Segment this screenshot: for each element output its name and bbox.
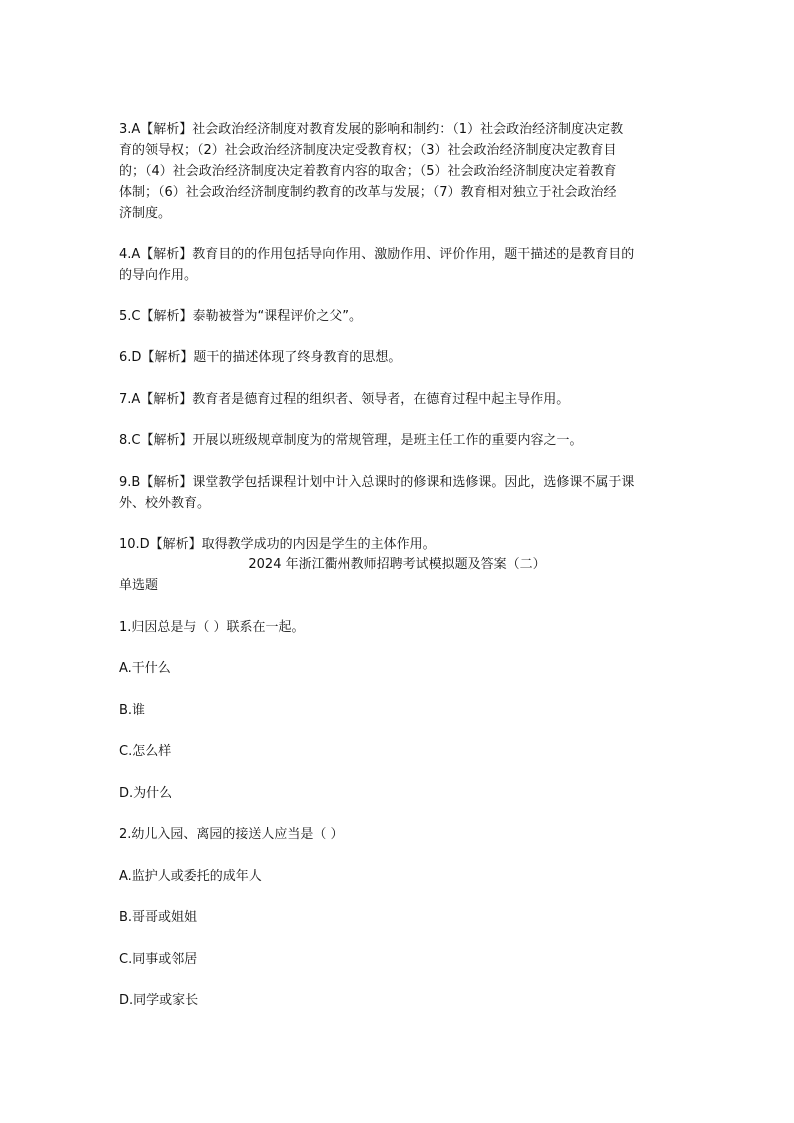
- answer-8: [119, 430, 675, 451]
- question-1-option-d: [119, 783, 675, 804]
- answer-5: [119, 306, 675, 327]
- text-line: 6.D【解析】题干的描述体现了终身教育的思想。: [119, 350, 402, 365]
- text-line: 4.A【解析】教育目的的作用包括导向作用、激励作用、评价作用，题干描述的是教育目的: [119, 247, 635, 262]
- text-line: 5.C【解析】泰勒被誉为“课程评价之父”。: [119, 309, 362, 324]
- answer-9: [119, 472, 675, 514]
- answer-7: [119, 389, 675, 410]
- text-line: 济制度。: [119, 206, 172, 221]
- text-line: 单选题: [119, 578, 159, 593]
- answer-6: [119, 347, 675, 368]
- text-line: D.为什么: [119, 786, 173, 801]
- question-2-option-a: [119, 866, 675, 887]
- text-line: C.怎么样: [119, 744, 172, 759]
- section-title: 2024 年浙江衢州教师招聘考试模拟题及答案（二）: [248, 557, 546, 572]
- text-line: 1.归因总是与（ ）联系在一起。: [119, 620, 305, 635]
- text-line: A.监护人或委托的成年人: [119, 869, 262, 884]
- text-line: 3.A【解析】社会政治经济制度对教育发展的影响和制约：（1）社会政治经济制度决定教: [119, 122, 624, 137]
- answer-10: [119, 534, 675, 555]
- text-line: 9.B【解析】课堂教学包括课程计划中计入总课时的修课和选修课。因此，选修课不属于课: [119, 475, 635, 490]
- text-line: B.谁: [119, 703, 146, 718]
- question-1-option-c: [119, 741, 675, 762]
- text-line: 2.幼儿入园、离园的接送人应当是（ ）: [119, 827, 344, 842]
- text-line: 10.D【解析】取得教学成功的内因是学生的主体作用。: [119, 537, 436, 552]
- text-line: C.同事或邻居: [119, 952, 198, 967]
- question-2-stem: [119, 824, 675, 845]
- question-1-option-a: [119, 658, 675, 679]
- text-line: D.同学或家长: [119, 993, 199, 1008]
- answer-3: [119, 119, 675, 224]
- text-line: 的导向作用。: [119, 268, 198, 283]
- text-line: 7.A【解析】教育者是德育过程的组织者、领导者，在德育过程中起主导作用。: [119, 392, 570, 407]
- question-2-option-d: [119, 990, 675, 1011]
- question-2-option-c: [119, 949, 675, 970]
- text-line: 8.C【解析】开展以班级规章制度为的常规管理，是班主任工作的重要内容之一。: [119, 433, 583, 448]
- text-line: 外、校外教育。: [119, 496, 211, 511]
- text-line: A.干什么: [119, 661, 171, 676]
- text-line: 育的领导权；（2）社会政治经济制度决定受教育权；（3）社会政治经济制度决定教育目: [119, 143, 617, 158]
- text-line: 体制；（6）社会政治经济制度制约教育的改革与发展；（7）教育相对独立于社会政治经: [119, 185, 617, 200]
- question-1-stem: [119, 617, 675, 638]
- section-type: [119, 575, 675, 596]
- question-2-option-b: [119, 907, 675, 928]
- question-1-option-b: [119, 700, 675, 721]
- text-line: 的；（4）社会政治经济制度决定着教育内容的取舍；（5）社会政治经济制度决定着教育: [119, 164, 617, 179]
- text-line: B.哥哥或姐姐: [119, 910, 198, 925]
- answer-4: [119, 244, 675, 286]
